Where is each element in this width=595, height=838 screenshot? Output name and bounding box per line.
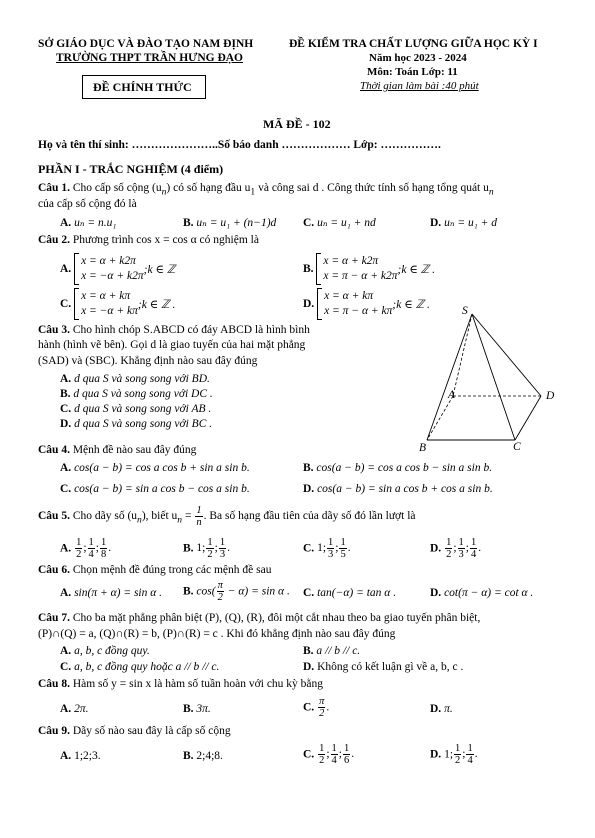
- q1-option-a[interactable]: A. uₙ = n.u₁: [60, 217, 117, 229]
- figure-label-c: C: [513, 441, 521, 453]
- q2-option-d[interactable]: D. x = α + kπ x = π − α + kπ ;k ∈ ℤ .: [303, 288, 430, 320]
- q6-stem: Câu 6. Chọn mệnh đề đúng trong các mệnh đề sau: [38, 564, 272, 576]
- q1-stem: Câu 1. Cho cấp số cộng $(u_n)$ có số hạng đầu $u_1$ và công sai d . Công thức tính số hạng tổng quát $u_n$: [38, 182, 494, 198]
- q8-option-d[interactable]: D. π.: [430, 703, 453, 715]
- header-left-line1: SỞ GIÁO DỤC VÀ ĐÀO TẠO NAM ĐỊNH: [38, 38, 254, 50]
- q4-option-c[interactable]: C. cos(a − b) = sin a cos b − cos a sin b.: [60, 483, 250, 495]
- figure-label-b: B: [419, 442, 427, 454]
- school-year: Năm học 2023 - 2024: [369, 52, 467, 64]
- q2-option-a[interactable]: A. x = α + k2π x = −α + k2π ;k ∈ ℤ: [60, 253, 175, 285]
- q9-option-d[interactable]: D. 1; $\frac{1}{2}$ ; $\frac{1}{4}$ .: [430, 743, 478, 766]
- q3-stem-line2: hành (hình vẽ bên). Gọi d là giao tuyến của hai mặt phẳng: [38, 339, 306, 351]
- q8-option-a[interactable]: A. 2π.: [60, 703, 89, 715]
- figure-label-a: A: [448, 389, 456, 401]
- q6-option-a[interactable]: A. sin(π + α) = sin α .: [60, 587, 163, 599]
- official-label: ĐỀ CHÍNH THỨC: [93, 80, 192, 94]
- q3-option-c[interactable]: C. d qua S và song song với AB .: [60, 403, 212, 415]
- q9-stem: Câu 9. Dãy số nào sau đây là cấp số cộng: [38, 725, 231, 737]
- q7-option-d[interactable]: D. Không có kết luận gì về a, b, c .: [303, 661, 464, 673]
- q3-stem-line3: (SAD) và (SBC). Khẳng định nào sau đây đúng: [38, 355, 258, 367]
- q5-option-d[interactable]: D. $\frac{1}{2}$ ; $\frac{1}{3}$ ; $\frac{1}{4}$ .: [430, 537, 482, 560]
- q9-option-a[interactable]: A. 1;2;3.: [60, 750, 101, 762]
- q4-option-a[interactable]: A. cos(a − b) = cos a cos b + sin a sin b.: [60, 462, 250, 474]
- q2-option-b[interactable]: B. x = α + k2π x = π − α + k2π ;k ∈ ℤ .: [303, 253, 435, 285]
- q6-option-d[interactable]: D. cot(π − α) = cot α .: [430, 587, 534, 599]
- q7-option-a[interactable]: A. a, b, c đồng quy.: [60, 645, 150, 657]
- q5-stem: Câu 5. Cho dãy số $(u_n)$, biết $u_n$ = $\frac{1}{n}$ . Ba số hạng đầu tiên của dãy số đó lần lượt là: [38, 505, 416, 528]
- q9-option-c[interactable]: C. $\frac{1}{2}$ ; $\frac{1}{4}$ ; $\frac{1}{6}$ .: [303, 743, 355, 766]
- q6-option-b[interactable]: B. cos( $\frac{\pi}{2}$ − α) = sin α .: [183, 580, 290, 603]
- q8-option-b[interactable]: B. 3π.: [183, 703, 211, 715]
- q2-option-c[interactable]: C. x = α + kπ x = −α + kπ ;k ∈ ℤ .: [60, 288, 175, 320]
- q1-option-b[interactable]: B. uₙ = u₁ + (n−1)d: [183, 217, 277, 229]
- q3-option-b[interactable]: B. d qua S và song song với DC .: [60, 388, 213, 400]
- exam-code: MÃ ĐỀ - 102: [263, 117, 331, 131]
- time-limit: Thời gian làm bài :40 phút: [360, 80, 479, 92]
- q1-label: Câu 1.: [38, 182, 70, 194]
- q7-option-c[interactable]: C. a, b, c đồng quy hoặc a // b // c.: [60, 661, 220, 673]
- q4-stem: Câu 4. Mệnh đề nào sau đây đúng: [38, 444, 197, 456]
- pyramid-figure: [415, 300, 565, 460]
- subject: Môn: Toán Lớp: 11: [367, 66, 458, 78]
- q1-option-c[interactable]: C. uₙ = u₁ + nd: [303, 217, 376, 229]
- q2-stem: Câu 2. Phương trình cos x = cos α có nghiệm là: [38, 234, 259, 246]
- q3-option-a[interactable]: A. d qua S và song song với BD.: [60, 373, 210, 385]
- q6-option-c[interactable]: C. tan(−α) = tan α .: [303, 587, 397, 599]
- part1-title: PHẦN I - TRẮC NGHIỆM (4 điểm): [38, 162, 224, 176]
- q5-option-a[interactable]: A. $\frac{1}{2}$ ; $\frac{1}{4}$ ; $\frac{1}{8}$ .: [60, 537, 112, 560]
- q4-option-d[interactable]: D. cos(a − b) = sin a cos b + cos a sin b.: [303, 483, 493, 495]
- q4-option-b[interactable]: B. cos(a − b) = cos a cos b − sin a sin b.: [303, 462, 493, 474]
- figure-label-d: D: [546, 390, 555, 402]
- q3-option-d[interactable]: D. d qua S và song song với BC .: [60, 418, 213, 430]
- q7-stem-line2: (P)∩(Q) = a, (Q)∩(R) = b, (P)∩(R) = c . Khi đó khẳng định nào sau đây đúng: [38, 628, 396, 640]
- header-left-line2: TRƯỜNG THPT TRẦN HƯNG ĐẠO: [56, 52, 243, 64]
- q8-stem: Câu 8. Hàm số y = sin x là hàm số tuần hoàn với chu kỳ bằng: [38, 678, 324, 690]
- q8-option-c[interactable]: C. $\frac{\pi}{2}$ .: [303, 696, 330, 719]
- q7-option-b[interactable]: B. a // b // c.: [303, 645, 361, 657]
- header-right-line1: ĐỀ KIỂM TRA CHẤT LƯỢNG GIỮA HỌC KỲ I: [289, 38, 538, 50]
- q5-option-b[interactable]: B. 1; $\frac{1}{2}$ ; $\frac{1}{3}$ .: [183, 537, 230, 560]
- q9-option-b[interactable]: B. 2;4;8.: [183, 750, 223, 762]
- figure-label-s: S: [462, 305, 468, 317]
- q5-option-c[interactable]: C. 1; $\frac{1}{3}$ ; $\frac{1}{5}$ .: [303, 537, 351, 560]
- q1-option-d[interactable]: D. uₙ = u₁ + d: [430, 217, 497, 229]
- q1-stem-line2: của cấp số cộng đó là: [38, 198, 137, 210]
- student-line: Họ và tên thí sinh: …………………..Số báo danh ……………… Lớp: …………….: [38, 139, 441, 151]
- q7-stem-line1: Câu 7. Cho ba mặt phẳng phân biệt (P), (Q), (R), đôi một cắt nhau theo ba giao tuyến phân biệt,: [38, 612, 481, 624]
- q3-stem-line1: Câu 3. Cho hình chóp S.ABCD có đáy ABCD là hình bình: [38, 324, 310, 336]
